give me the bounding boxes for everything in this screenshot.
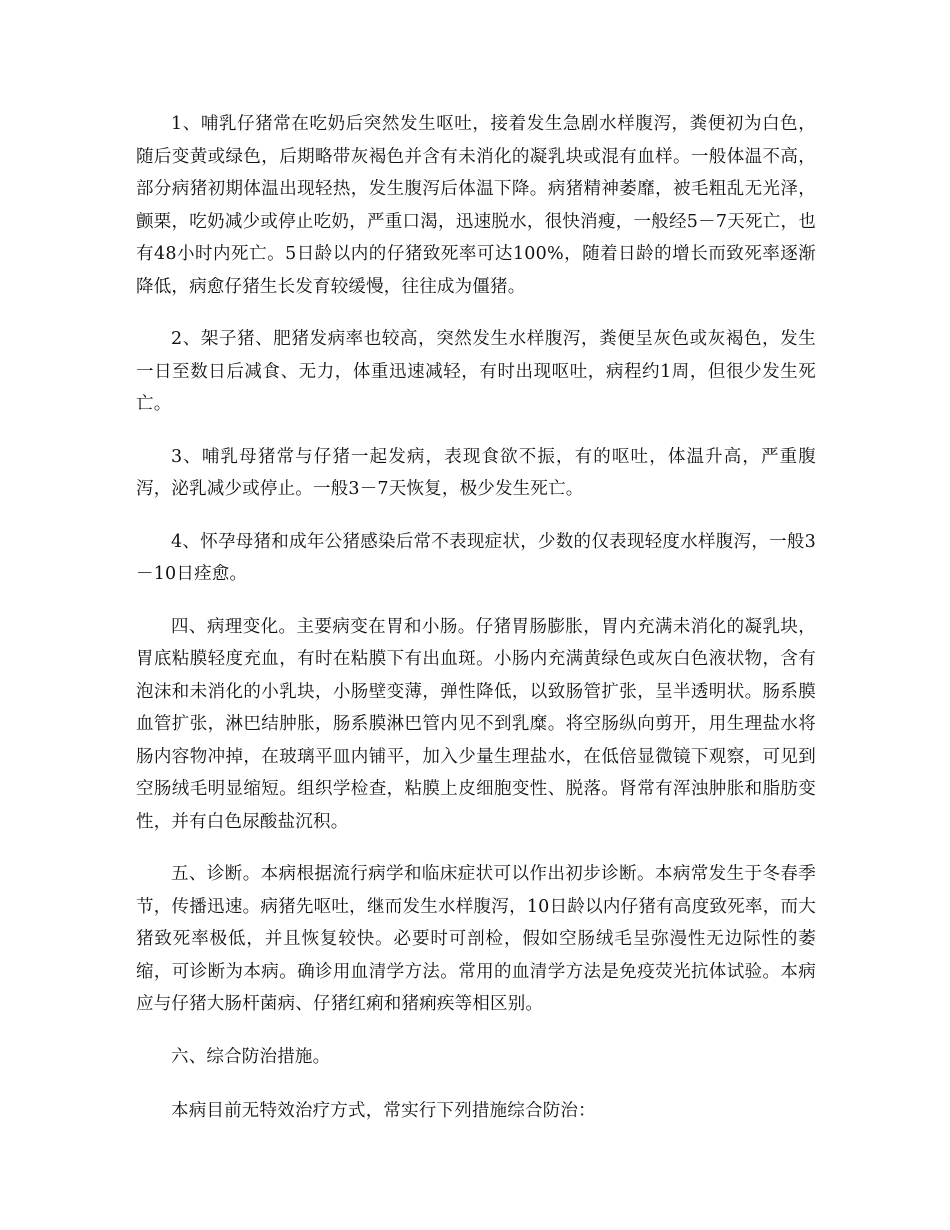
document-body xyxy=(136,108,816,1148)
section-heading-prevention: 六、综合防治措施。 xyxy=(171,1046,331,1067)
paragraph-prevention-intro: 本病目前无特效治疗方式，常实行下列措施综合防治： xyxy=(171,1101,596,1121)
paragraph-symptom-suckling-piglets: 1、哺乳仔猪常在吃奶后突然发生呕吐，接着发生急剧水样腹泻，粪便初为白色，随后变黄或绿色，后期略带灰褐色并含有未消化的凝乳块或混有血样。一般体温不高，部分病猪初期体温出现轻热，发生腹泻后体温下降。病猪精神萎靡，被毛粗乱无光泽，颤栗，吃奶减少或停止吃奶，严重口渴，迅速脱水，很快消瘦，一般经5－7天死亡，也有48小时内死亡。5日龄以内的仔猪致死率可达100%，随着日龄的增长而致死率逐渐降低，病愈仔猪生长发育较缓慢，往往成为僵猪。 xyxy=(136,114,816,297)
paragraph-symptom-growing-pigs: 2、架子猪、肥猪发病率也较高，突然发生水样腹泻，粪便呈灰色或灰褐色，发生一日至数日后减食、无力，体重迅速减轻，有时出现呕吐，病程约1周，但很少发生死亡。 xyxy=(136,329,816,414)
paragraph-symptom-lactating-sows: 3、哺乳母猪常与仔猪一起发病，表现食欲不振，有的呕吐，体温升高，严重腹泻，泌乳减少或停止。一般3－7天恢复，极少发生死亡。 xyxy=(136,446,816,499)
paragraph-symptom-pregnant-sows-boars: 4、怀孕母猪和成年公猪感染后常不表现症状，少数的仅表现轻度水样腹泻，一般3－10日痊愈。 xyxy=(136,531,816,584)
paragraph-diagnosis: 五、诊断。本病根据流行病学和临床症状可以作出初步诊断。本病常发生于冬春季节，传播迅速。病猪先呕吐，继而发生水样腹泻，10日龄以内仔猪有高度致死率，而大猪致死率极低，并且恢复较快。必要时可剖检，假如空肠绒毛呈弥漫性无边际性的萎缩，可诊断为本病。确诊用血清学方法。常用的血清学方法是免疫荧光抗体试验。本病应与仔猪大肠杆菌病、仔猪红痢和猪痢疾等相区别。 xyxy=(136,864,816,1014)
paragraph-pathological-changes: 四、病理变化。主要病变在胃和小肠。仔猪胃肠膨胀，胃内充满未消化的凝乳块，胃底粘膜轻度充血，有时在粘膜下有出血斑。小肠内充满黄绿色或灰白色液状物，含有泡沫和未消化的小乳块，小肠壁变薄，弹性降低，以致肠管扩张，呈半透明状。肠系膜血管扩张，淋巴结肿胀，肠系膜淋巴管内见不到乳糜。将空肠纵向剪开，用生理盐水将肠内容物冲掉，在玻璃平皿内铺平，加入少量生理盐水，在低倍显微镜下观察，可见到空肠绒毛明显缩短。组织学检查，粘膜上皮细胞变性、脱落。肾常有浑浊肿胀和脂肪变性，并有白色尿酸盐沉积。 xyxy=(136,616,816,832)
